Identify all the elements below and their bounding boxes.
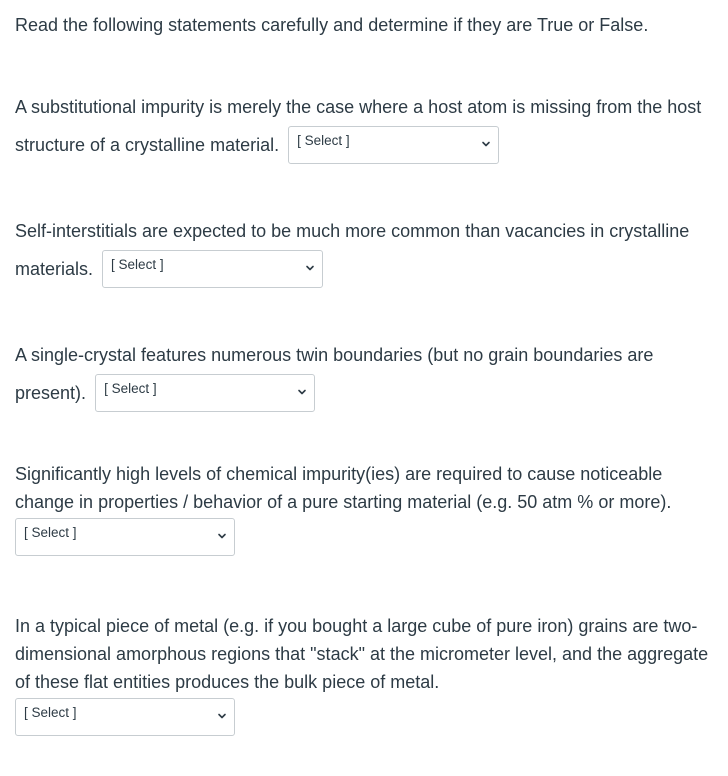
question-1-text: A substitutional impurity is merely the case where a host atom is missing from the host structure of a crystalline material.: [15, 97, 702, 155]
question-4-select[interactable]: [15, 518, 235, 556]
question-1-select-value: [ Select ]: [297, 133, 350, 148]
question-5: [15, 612, 715, 736]
question-2-select-value: [ Select ]: [111, 257, 164, 272]
question-3-select[interactable]: [95, 374, 315, 412]
question-4-select-value: [ Select ]: [24, 525, 77, 540]
question-5-select[interactable]: [15, 698, 235, 736]
chevron-down-icon: [217, 711, 227, 721]
question-4-text: Significantly high levels of chemical impurity(ies) are required to cause noticeable change in properties / behavior of a pure starting material (e.g. 50 atm % or more).: [15, 464, 672, 512]
chevron-down-icon: [297, 387, 307, 397]
question-5-select-value: [ Select ]: [24, 705, 77, 720]
question-1: [15, 88, 715, 164]
question-2-text: Self-interstitials are expected to be much more common than vacancies in crystalline materials.: [15, 221, 690, 279]
chevron-down-icon: [481, 139, 491, 149]
question-1-select[interactable]: [288, 126, 499, 164]
question-3: [15, 336, 715, 412]
question-5-text: In a typical piece of metal (e.g. if you bought a large cube of pure iron) grains are two-dimensional amorphous regions that "stack" at the micrometer level, and the aggregate of these flat entities produces the bulk piece of metal.: [15, 616, 709, 692]
question-4: [15, 460, 715, 556]
question-3-select-value: [ Select ]: [104, 381, 157, 396]
question-3-text: A single-crystal features numerous twin boundaries (but no grain boundaries are present).: [15, 345, 654, 403]
question-2-select[interactable]: [102, 250, 323, 288]
question-2: [15, 212, 715, 288]
chevron-down-icon: [217, 531, 227, 541]
instructions-text: Read the following statements carefully and determine if they are True or False.: [15, 15, 649, 35]
chevron-down-icon: [305, 263, 315, 273]
